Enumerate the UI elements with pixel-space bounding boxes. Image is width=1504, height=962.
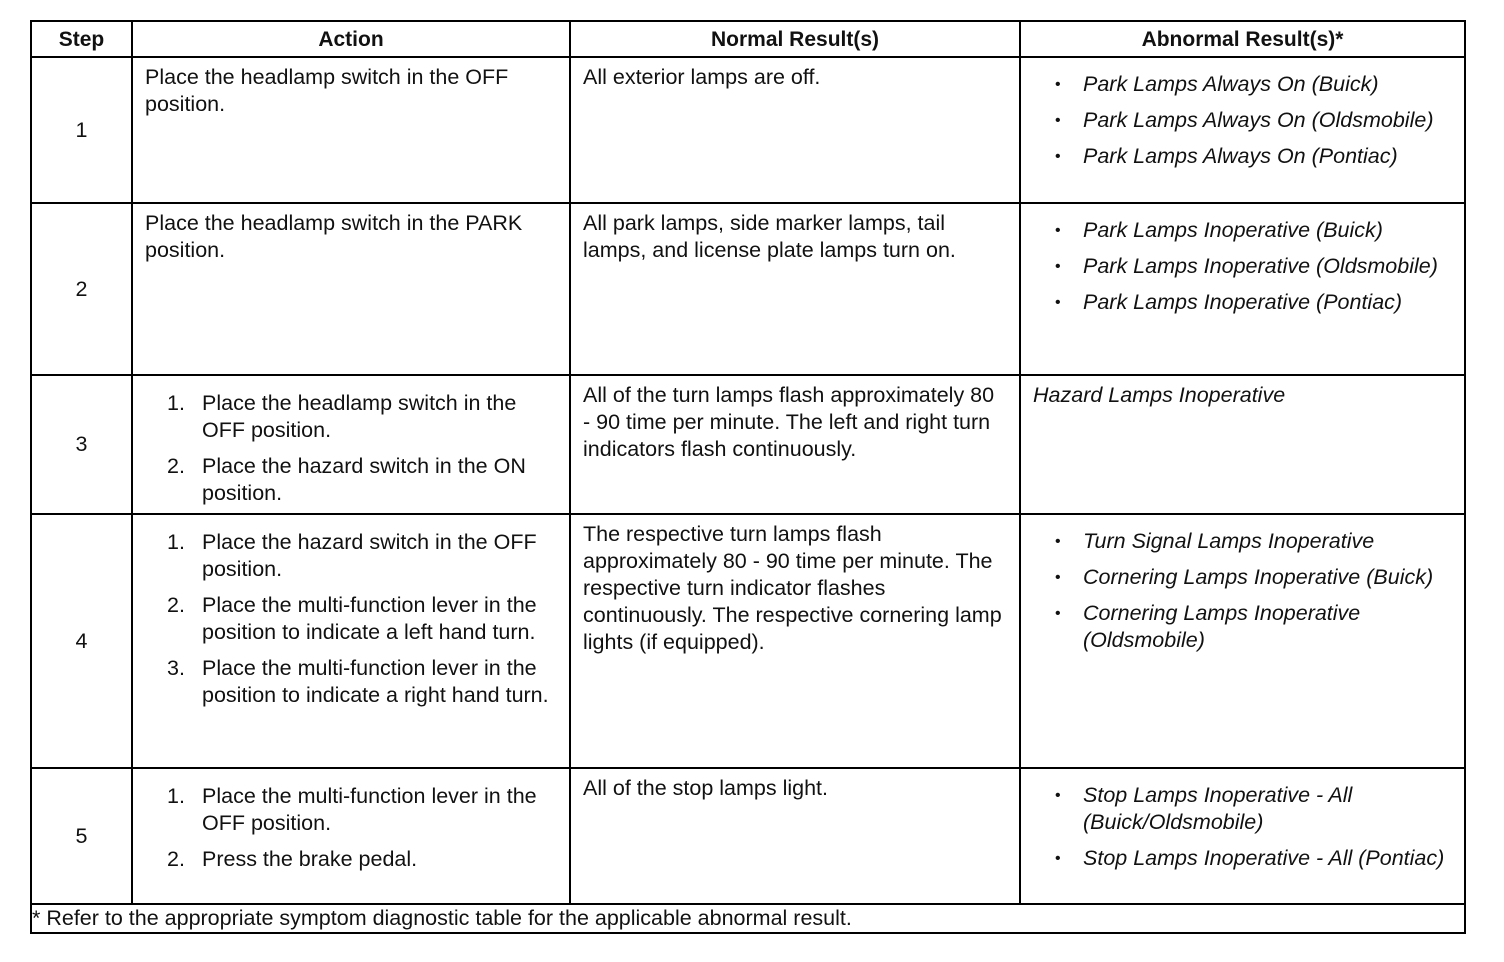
header-row	[31, 21, 1465, 57]
action-steps-list	[145, 390, 563, 507]
abnormal-result-item	[1033, 143, 1452, 170]
action-step-number: 1.	[167, 391, 185, 415]
step-number: 4	[31, 514, 132, 768]
abnormal-result-item	[1033, 600, 1452, 654]
abnormal-result-link[interactable]: Park Lamps Always On (Pontiac)	[1083, 144, 1398, 168]
header-step: Step	[31, 21, 132, 57]
abnormal-result-link[interactable]: Cornering Lamps Inoperative (Oldsmobile)	[1083, 601, 1361, 652]
footnote: * Refer to the appropriate symptom diagnostic table for the applicable abnormal result.	[31, 904, 1465, 933]
table-row	[31, 203, 1465, 375]
header-action: Action	[132, 21, 570, 57]
action-step	[145, 453, 563, 507]
abnormal-result-cell	[1020, 514, 1465, 768]
table-row	[31, 514, 1465, 768]
action-step-number: 1.	[167, 530, 185, 554]
step-number: 1	[31, 57, 132, 203]
abnormal-result-cell	[1020, 375, 1465, 514]
action-cell	[132, 203, 570, 375]
abnormal-result-item	[1033, 217, 1452, 244]
action-cell	[132, 57, 570, 203]
normal-result-cell	[570, 375, 1020, 514]
action-step-text: Place the multi-function lever in the OFF position.	[202, 784, 537, 835]
normal-result-cell	[570, 57, 1020, 203]
normal-result-text: All exterior lamps are off.	[583, 65, 821, 89]
action-cell	[132, 375, 570, 514]
normal-result-text: All park lamps, side marker lamps, tail lamps, and license plate lamps turn on.	[583, 211, 956, 262]
abnormal-result-link[interactable]: Cornering Lamps Inoperative (Buick)	[1083, 565, 1434, 589]
abnormal-result-link[interactable]: Hazard Lamps Inoperative	[1033, 383, 1286, 407]
abnormal-result-list	[1033, 782, 1452, 872]
action-step-number: 3.	[167, 656, 185, 680]
table-row	[31, 57, 1465, 203]
bullet-icon: •	[1055, 605, 1061, 622]
normal-result-cell	[570, 768, 1020, 904]
abnormal-result-list	[1033, 71, 1452, 170]
action-cell	[132, 768, 570, 904]
abnormal-result-item	[1033, 782, 1452, 836]
bullet-icon: •	[1055, 850, 1061, 867]
header-normal-results: Normal Result(s)	[570, 21, 1020, 57]
abnormal-result-cell	[1020, 57, 1465, 203]
normal-result-cell	[570, 514, 1020, 768]
abnormal-result-item	[1033, 845, 1452, 872]
action-step	[145, 783, 563, 837]
abnormal-result-item	[1033, 107, 1452, 134]
abnormal-result-link[interactable]: Turn Signal Lamps Inoperative	[1083, 529, 1375, 553]
bullet-icon: •	[1055, 533, 1061, 550]
action-step	[145, 529, 563, 583]
bullet-icon: •	[1055, 294, 1061, 311]
action-steps-list	[145, 529, 563, 709]
action-step-number: 1.	[167, 784, 185, 808]
bullet-icon: •	[1055, 569, 1061, 586]
step-number: 2	[31, 203, 132, 375]
action-step-number: 2.	[167, 454, 185, 478]
action-step-number: 2.	[167, 847, 185, 871]
bullet-icon: •	[1055, 222, 1061, 239]
action-step-text: Place the multi-function lever in the position to indicate a right hand turn.	[202, 656, 549, 707]
abnormal-result-item	[1033, 71, 1452, 98]
normal-result-text: All of the turn lamps flash approximately 80 - 90 time per minute. The left and right turn indicators flash continuously.	[583, 383, 995, 461]
abnormal-result-link[interactable]: Stop Lamps Inoperative - All (Pontiac)	[1083, 846, 1445, 870]
abnormal-result-link[interactable]: Park Lamps Inoperative (Pontiac)	[1083, 290, 1403, 314]
action-cell	[132, 514, 570, 768]
action-text: Place the headlamp switch in the OFF position.	[145, 65, 509, 116]
action-step-text: Place the hazard switch in the ON position.	[202, 454, 526, 505]
abnormal-result-link[interactable]: Stop Lamps Inoperative - All (Buick/Oldsmobile)	[1083, 783, 1353, 834]
action-step-text: Place the multi-function lever in the position to indicate a left hand turn.	[202, 593, 537, 644]
abnormal-result-item	[1033, 253, 1452, 280]
table-row	[31, 768, 1465, 904]
abnormal-result-item	[1033, 528, 1452, 555]
abnormal-result-item	[1033, 289, 1452, 316]
action-step-text: Place the hazard switch in the OFF position.	[202, 530, 537, 581]
action-step	[145, 655, 563, 709]
abnormal-result-list	[1033, 217, 1452, 316]
bullet-icon: •	[1055, 148, 1061, 165]
action-steps-list	[145, 783, 563, 873]
abnormal-result-link[interactable]: Park Lamps Inoperative (Oldsmobile)	[1083, 254, 1438, 278]
action-step	[145, 592, 563, 646]
step-number: 5	[31, 768, 132, 904]
action-step-number: 2.	[167, 593, 185, 617]
normal-result-text: The respective turn lamps flash approximately 80 - 90 time per minute. The respective turn indicator flashes continuously. The respective cornering lamp lights (if equipped).	[583, 522, 1002, 654]
table-row	[31, 375, 1465, 514]
action-step	[145, 846, 563, 873]
header-abnormal-results: Abnormal Result(s)*	[1020, 21, 1465, 57]
normal-result-cell	[570, 203, 1020, 375]
bullet-icon: •	[1055, 258, 1061, 275]
footnote-row	[31, 904, 1465, 933]
bullet-icon: •	[1055, 76, 1061, 93]
normal-result-text: All of the stop lamps light.	[583, 776, 828, 800]
abnormal-result-item	[1033, 564, 1452, 591]
step-number: 3	[31, 375, 132, 514]
action-text: Place the headlamp switch in the PARK position.	[145, 211, 523, 262]
abnormal-result-link[interactable]: Park Lamps Inoperative (Buick)	[1083, 218, 1383, 242]
abnormal-result-link[interactable]: Park Lamps Always On (Buick)	[1083, 72, 1379, 96]
bullet-icon: •	[1055, 112, 1061, 129]
bullet-icon: •	[1055, 787, 1061, 804]
abnormal-result-list	[1033, 528, 1452, 654]
abnormal-result-link[interactable]: Park Lamps Always On (Oldsmobile)	[1083, 108, 1434, 132]
abnormal-result-cell	[1020, 203, 1465, 375]
action-step-text: Place the headlamp switch in the OFF position.	[202, 391, 517, 442]
action-step-text: Press the brake pedal.	[202, 847, 418, 871]
action-step	[145, 390, 563, 444]
diagnostic-table	[30, 20, 1466, 934]
abnormal-result-cell	[1020, 768, 1465, 904]
